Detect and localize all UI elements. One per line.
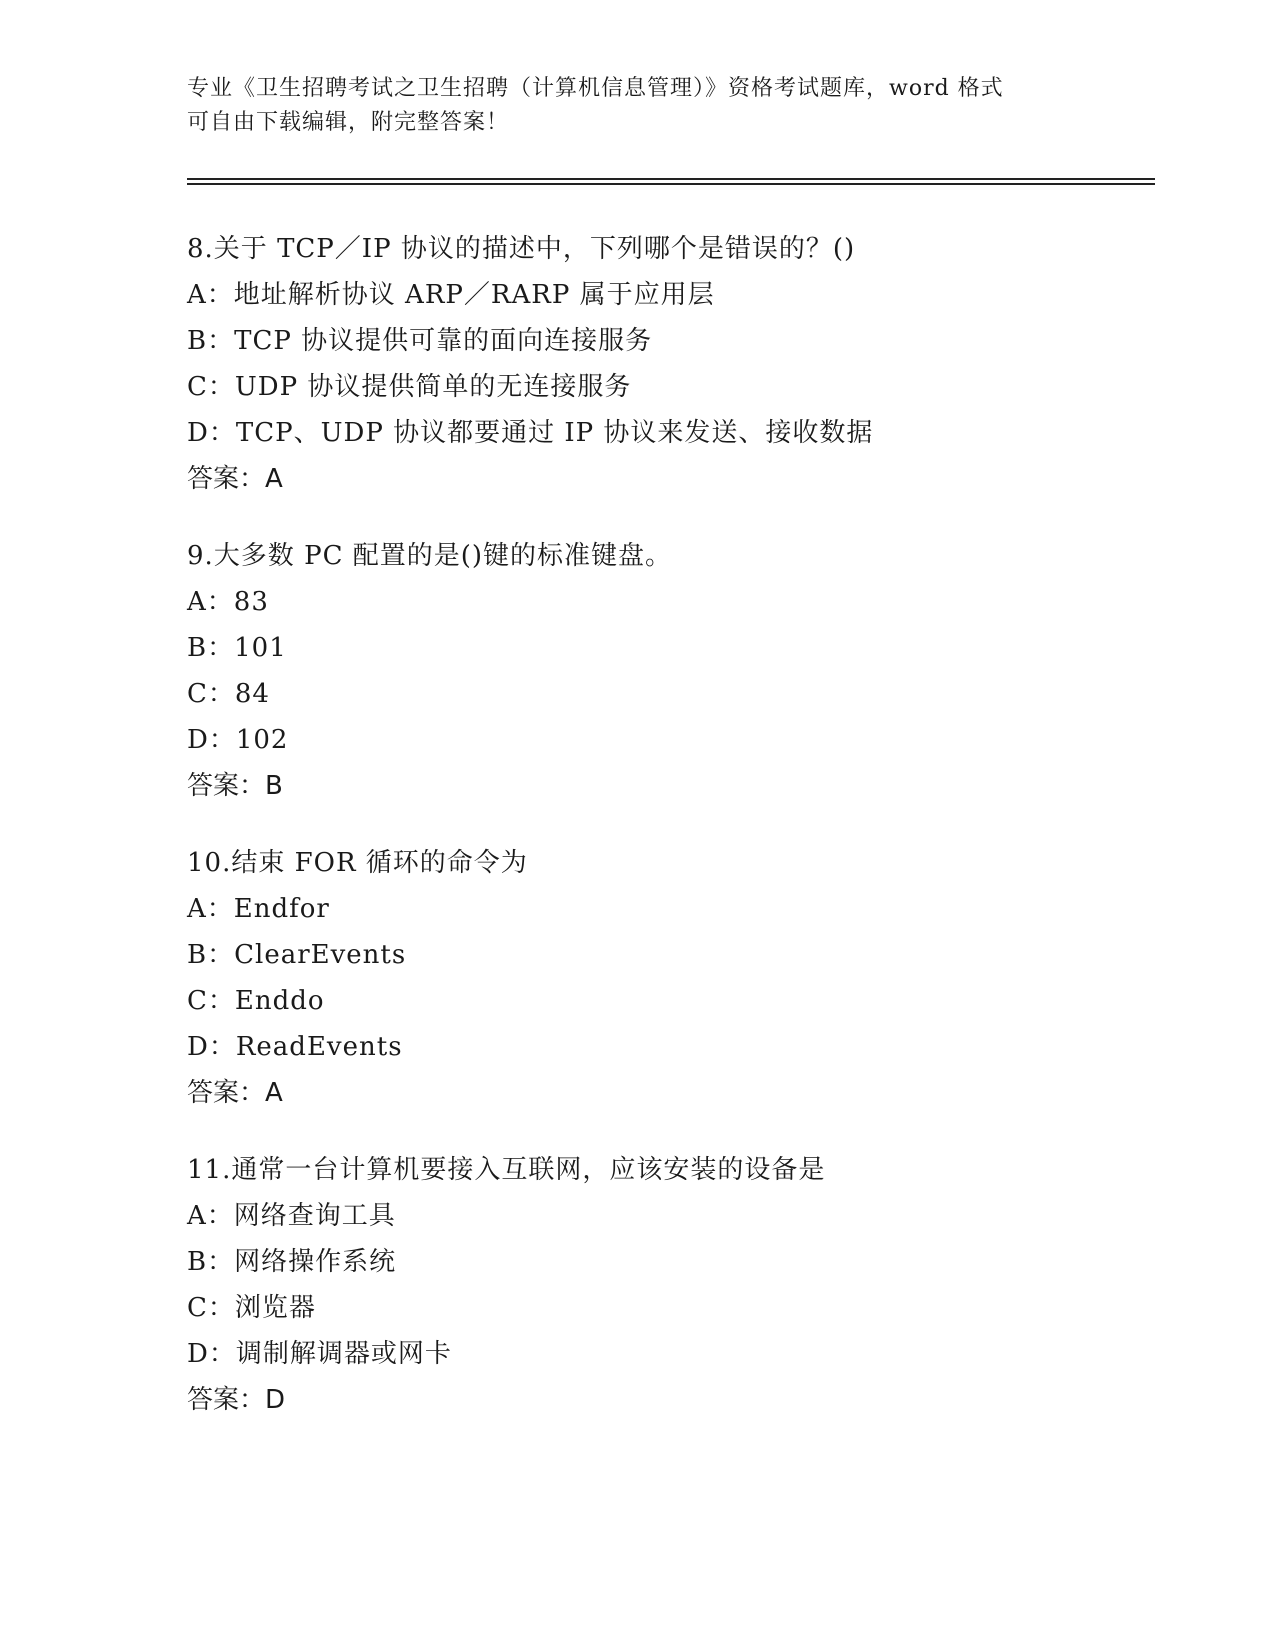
option-a: A：83 [187,587,269,617]
option-b: B：TCP 协议提供可靠的面向连接服务 [187,326,653,356]
option-b: B：101 [187,633,287,663]
question-8 [187,226,1147,502]
question-stem: 8.关于 TCP／IP 协议的描述中，下列哪个是错误的？() [187,234,856,264]
header-line-1: 专业《卫生招聘考试之卫生招聘（计算机信息管理）》资格考试题库，word 格式 [187,76,1004,101]
question-10 [187,840,1147,1116]
answer: 答案：D [187,1385,286,1415]
answer: 答案：A [187,464,283,494]
header-divider-bottom [187,183,1155,185]
option-a: A：Endfor [187,894,330,924]
option-c: C：84 [187,679,270,709]
question-stem: 11.通常一台计算机要接入互联网，应该安装的设备是 [187,1155,826,1185]
answer: 答案：A [187,1078,283,1108]
question-stem: 9.大多数 PC 配置的是()键的标准键盘。 [187,541,673,571]
option-d: D：102 [187,725,289,755]
option-a: A：地址解析协议 ARP／RARP 属于应用层 [187,280,715,310]
option-a: A：网络查询工具 [187,1201,396,1231]
header-line-2: 可自由下载编辑，附完整答案！ [187,110,510,135]
option-c: C：UDP 协议提供简单的无连接服务 [187,372,632,402]
option-d: D：调制解调器或网卡 [187,1339,452,1369]
option-b: B：ClearEvents [187,940,407,970]
option-c: C：Enddo [187,986,325,1016]
question-stem: 10.结束 FOR 循环的命令为 [187,848,528,878]
document-header [187,72,1087,140]
question-9 [187,533,1147,809]
option-b: B：网络操作系统 [187,1247,397,1277]
option-d: D：ReadEvents [187,1032,403,1062]
option-c: C：浏览器 [187,1293,316,1323]
option-d: D：TCP、UDP 协议都要通过 IP 协议来发送、接收数据 [187,418,874,448]
question-11 [187,1147,1147,1423]
answer: 答案：B [187,771,283,801]
header-divider-top [187,178,1155,180]
